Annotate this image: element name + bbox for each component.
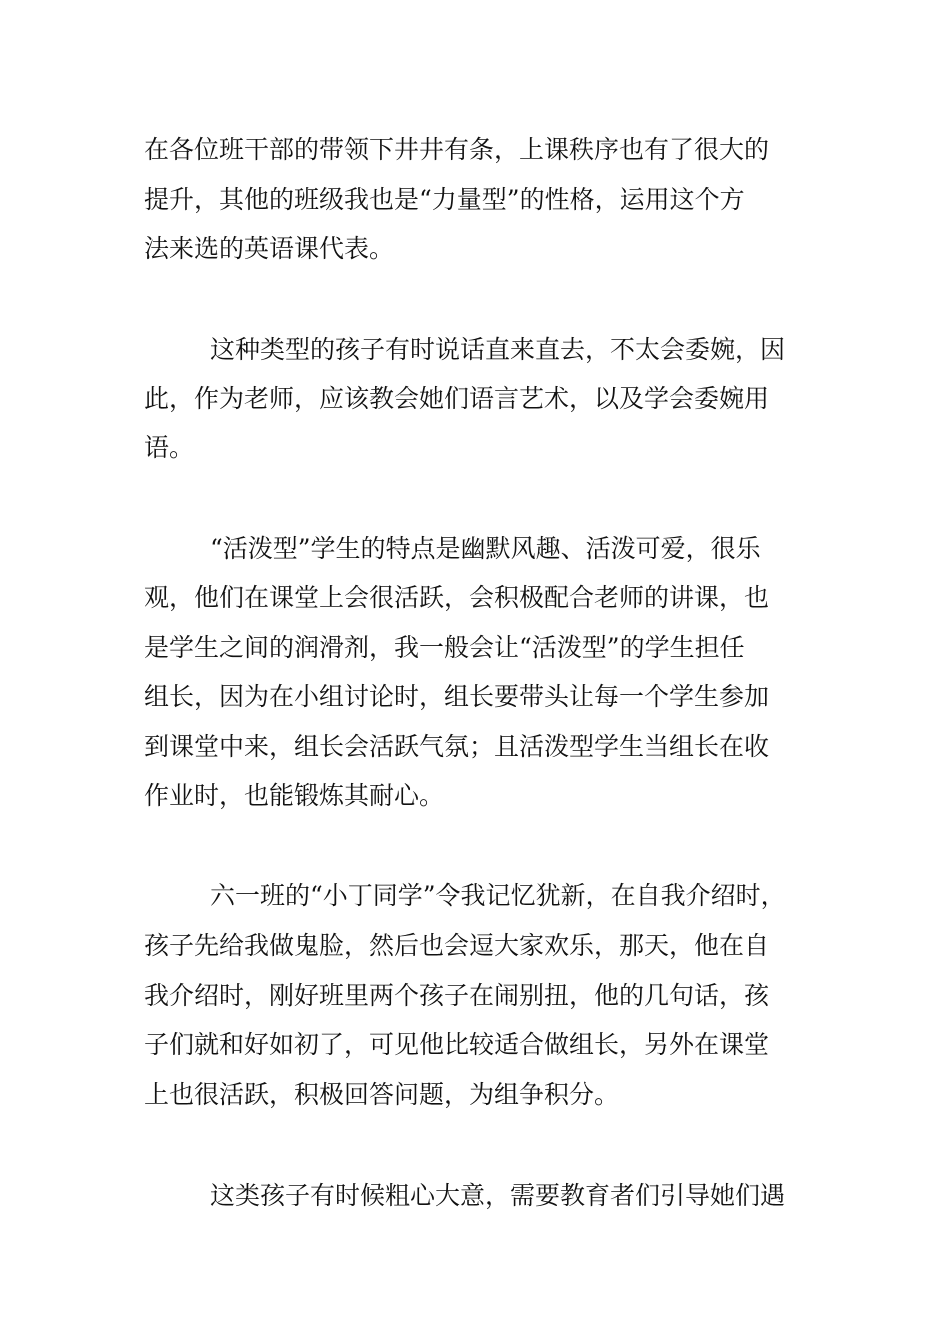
text-line: 我介绍时，刚好班里两个孩子在闹别扭，他的几句话，孩 [144, 981, 770, 1010]
text-line: “活泼型”学生的特点是幽默风趣、活泼可爱，很乐 [210, 534, 761, 563]
text-line: 法来选的英语课代表。 [144, 234, 395, 263]
text-line: 到课堂中来，组长会活跃气氛；且活泼型学生当组长在收 [144, 732, 770, 761]
text-line: 作业时，也能锻炼其耐心。 [144, 781, 445, 810]
text-line: 这种类型的孩子有时说话直来直去，不太会委婉，因 [210, 335, 786, 364]
text-line: 六一班的“小丁同学”令我记忆犹新，在自我介绍时， [210, 881, 786, 910]
text-line: 这类孩子有时候粗心大意，需要教育者们引导她们遇 [210, 1181, 786, 1210]
text-line: 上也很活跃，积极回答问题，为组争积分。 [144, 1080, 620, 1109]
text-line: 提升，其他的班级我也是“力量型”的性格，运用这个方 [144, 185, 745, 214]
text-line: 子们就和好如初了，可见他比较适合做组长，另外在课堂 [144, 1030, 770, 1059]
text-line: 孩子先给我做鬼脸，然后也会逗大家欢乐，那天，他在自 [144, 931, 770, 960]
text-line: 此，作为老师，应该教会她们语言艺术，以及学会委婉用 [144, 384, 770, 413]
text-line: 是学生之间的润滑剂，我一般会让“活泼型”的学生担任 [144, 633, 745, 662]
text-line: 在各位班干部的带领下井井有条，上课秩序也有了很大的 [144, 135, 770, 164]
text-line: 组长，因为在小组讨论时，组长要带头让每一个学生参加 [144, 682, 770, 711]
text-line: 观，他们在课堂上会很活跃，会积极配合老师的讲课，也 [144, 583, 770, 612]
text-line: 语。 [144, 433, 195, 462]
